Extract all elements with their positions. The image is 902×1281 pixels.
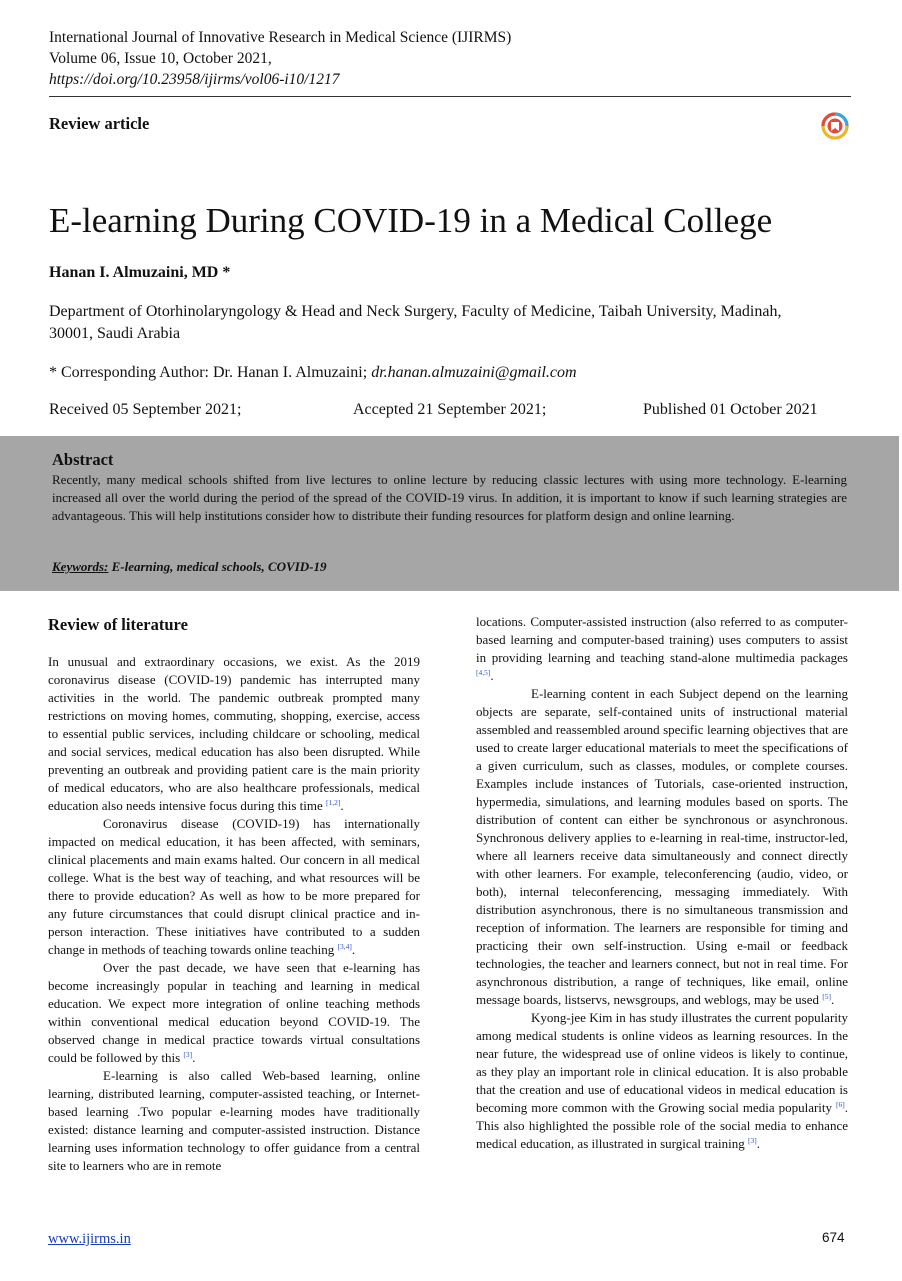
journal-name: International Journal of Innovative Research in Medical Science (IJIRMS) xyxy=(49,29,512,46)
keywords-list: E-learning, medical schools, COVID-19 xyxy=(111,559,327,574)
journal-volume: Volume 06, Issue 10, October 2021, xyxy=(49,50,272,67)
right-column xyxy=(476,613,848,1153)
received-date: Received 05 September 2021; xyxy=(49,401,242,418)
paragraph: Over the past decade, we have seen that e-learning has become increasingly popular in teaching and learning in medical education. We expect more integration of online teaching methods within conventional medical education beyond COVID-19. The observed change in medical practice towards virtual consultations could be followed by this [3]. xyxy=(48,960,420,1065)
citation-ref[interactable]: [4,5] xyxy=(476,668,491,677)
keywords xyxy=(52,559,326,575)
journal-doi-link[interactable]: https://doi.org/10.23958/ijirms/vol06-i10/1217 xyxy=(49,71,340,88)
citation-ref[interactable]: [3,4] xyxy=(337,942,352,951)
author-affiliation: Department of Otorhinolaryngology & Head and Neck Surgery, Faculty of Medicine, Taibah University, Madinah, 30001, Saudi Arabia xyxy=(49,303,782,342)
footer-website-link[interactable]: www.ijirms.in xyxy=(48,1231,131,1247)
abstract-text: Recently, many medical schools shifted from live lectures to online lecture by reducing classic lectures with using more technology. E-learning increased all over the world during the period of the spread of the COVID-19 virus. In addition, it is important to know if such learning strategies are advantageous. This will help institutions consider how to distribute their funding resources for platform design and online learning. xyxy=(52,472,847,523)
citation-ref[interactable]: [6] xyxy=(836,1100,845,1109)
accepted-date: Accepted 21 September 2021; xyxy=(353,401,547,418)
article-type: Review article xyxy=(49,114,150,133)
abstract-heading: Abstract xyxy=(52,450,114,469)
corresponding-author xyxy=(49,362,577,384)
citation-ref[interactable]: [3] xyxy=(747,1136,757,1145)
left-column xyxy=(48,653,420,1175)
citation-ref[interactable]: [5] xyxy=(822,992,831,1001)
article-title: E-learning During COVID-19 in a Medical College xyxy=(49,201,773,240)
citation-ref[interactable]: [1,2] xyxy=(326,798,341,807)
citation-ref[interactable]: [3] xyxy=(183,1050,193,1059)
page-number: 674 xyxy=(822,1230,845,1245)
published-date: Published 01 October 2021 xyxy=(643,401,818,418)
crossmark-icon[interactable] xyxy=(821,112,849,140)
paragraph: E-learning is also called Web-based learning, online learning, distributed learning, computer-assisted teaching, or Internet-based learning .Two popular e-learning modes have traditionally existed: distance learning and computer-assisted instruction. Distance learning uses information technology to offer guidance from a central site to learners who are in remote xyxy=(48,1068,420,1173)
corresponding-label: * Corresponding Author: Dr. Hanan I. Almuzaini; xyxy=(49,364,368,381)
keywords-label: Keywords: xyxy=(52,559,109,574)
paragraph: Kyong-jee Kim in has study illustrates the current popularity among medical students is online videos as learning resources. In the near future, the widespread use of online videos is likely to continue, as they play an important role in clinical education. It is also probable that the creation and use of educational videos in medical education is becoming more common with the Growing social media popularity [6]. This also highlighted the possible role of the social media to enhance medical education, as illustrated in surgical training [3]. xyxy=(476,1010,849,1151)
paragraph: locations. Computer-assisted instruction (also referred to as computer-based learning and computer-based training) uses computers to assist in providing learning and teaching stand-alone multimedia packages [4,5]. xyxy=(476,614,848,683)
corresponding-email[interactable]: dr.hanan.almuzaini@gmail.com xyxy=(371,364,577,381)
paragraph: In unusual and extraordinary occasions, we exist. As the 2019 coronavirus disease (COVID-19) pandemic has interrupted many activities in the world. The pandemic outbreak prompted many restrictions on moving homes, commuting, shopping, exercise, access to essential public services, including childcare or schooling, medical and social services, medical education has also been disrupted. While preventing an outbreak and providing patient care is the main priority of medical educators, who are also healthcare professionals, medical education also needs intensive focus during this time [1,2]. xyxy=(48,654,420,813)
header-divider xyxy=(49,96,851,97)
paragraph: E-learning content in each Subject depend on the learning objects are separate, self-contained units of instructional material assembled and reassembled around specific learning objectives that are used to create larger educational materials to meet the specifications of a given curriculum, such as classes, modules, or complete courses. Examples include instances of Tutorials, case-oriented instruction, hypermedia, simulations, and learning modules based on sports. The distribution of content can either be synchronous or asynchronous. Synchronous delivery applies to e-learning in real-time, instructor-led, where all learners receive data simultaneously and connect directly with other learners. For example, teleconferencing (audio, video, or both), internal teleconferencing, messaging immediately. With distribution asynchronous, there is no simultaneous transmission and reception of information. The learners are responsible for timing and practicing their own self-instruction. Using e-mail or feedback technologies, the teacher and learners connect, but not in real time. For asynchronous distribution, a range of techniques, like email, online message boards, listservs, newsgroups, and weblogs, may be used [5]. xyxy=(476,686,848,1007)
section-heading: Review of literature xyxy=(48,615,188,634)
author-name: Hanan I. Almuzaini, MD * xyxy=(49,264,231,281)
paragraph: Coronavirus disease (COVID-19) has internationally impacted on medical education, it has been affected, with seminars, clinical placements and main exams halted. Our concern in all medical college. What is the best way of teaching, and what resources will be there to provide education? As well as how to be more prepared for any future circumstances that could disrupt clinical practice and in-person interaction. These initiatives have contributed to a sudden change in methods of teaching towards online teaching [3,4]. xyxy=(48,816,420,957)
